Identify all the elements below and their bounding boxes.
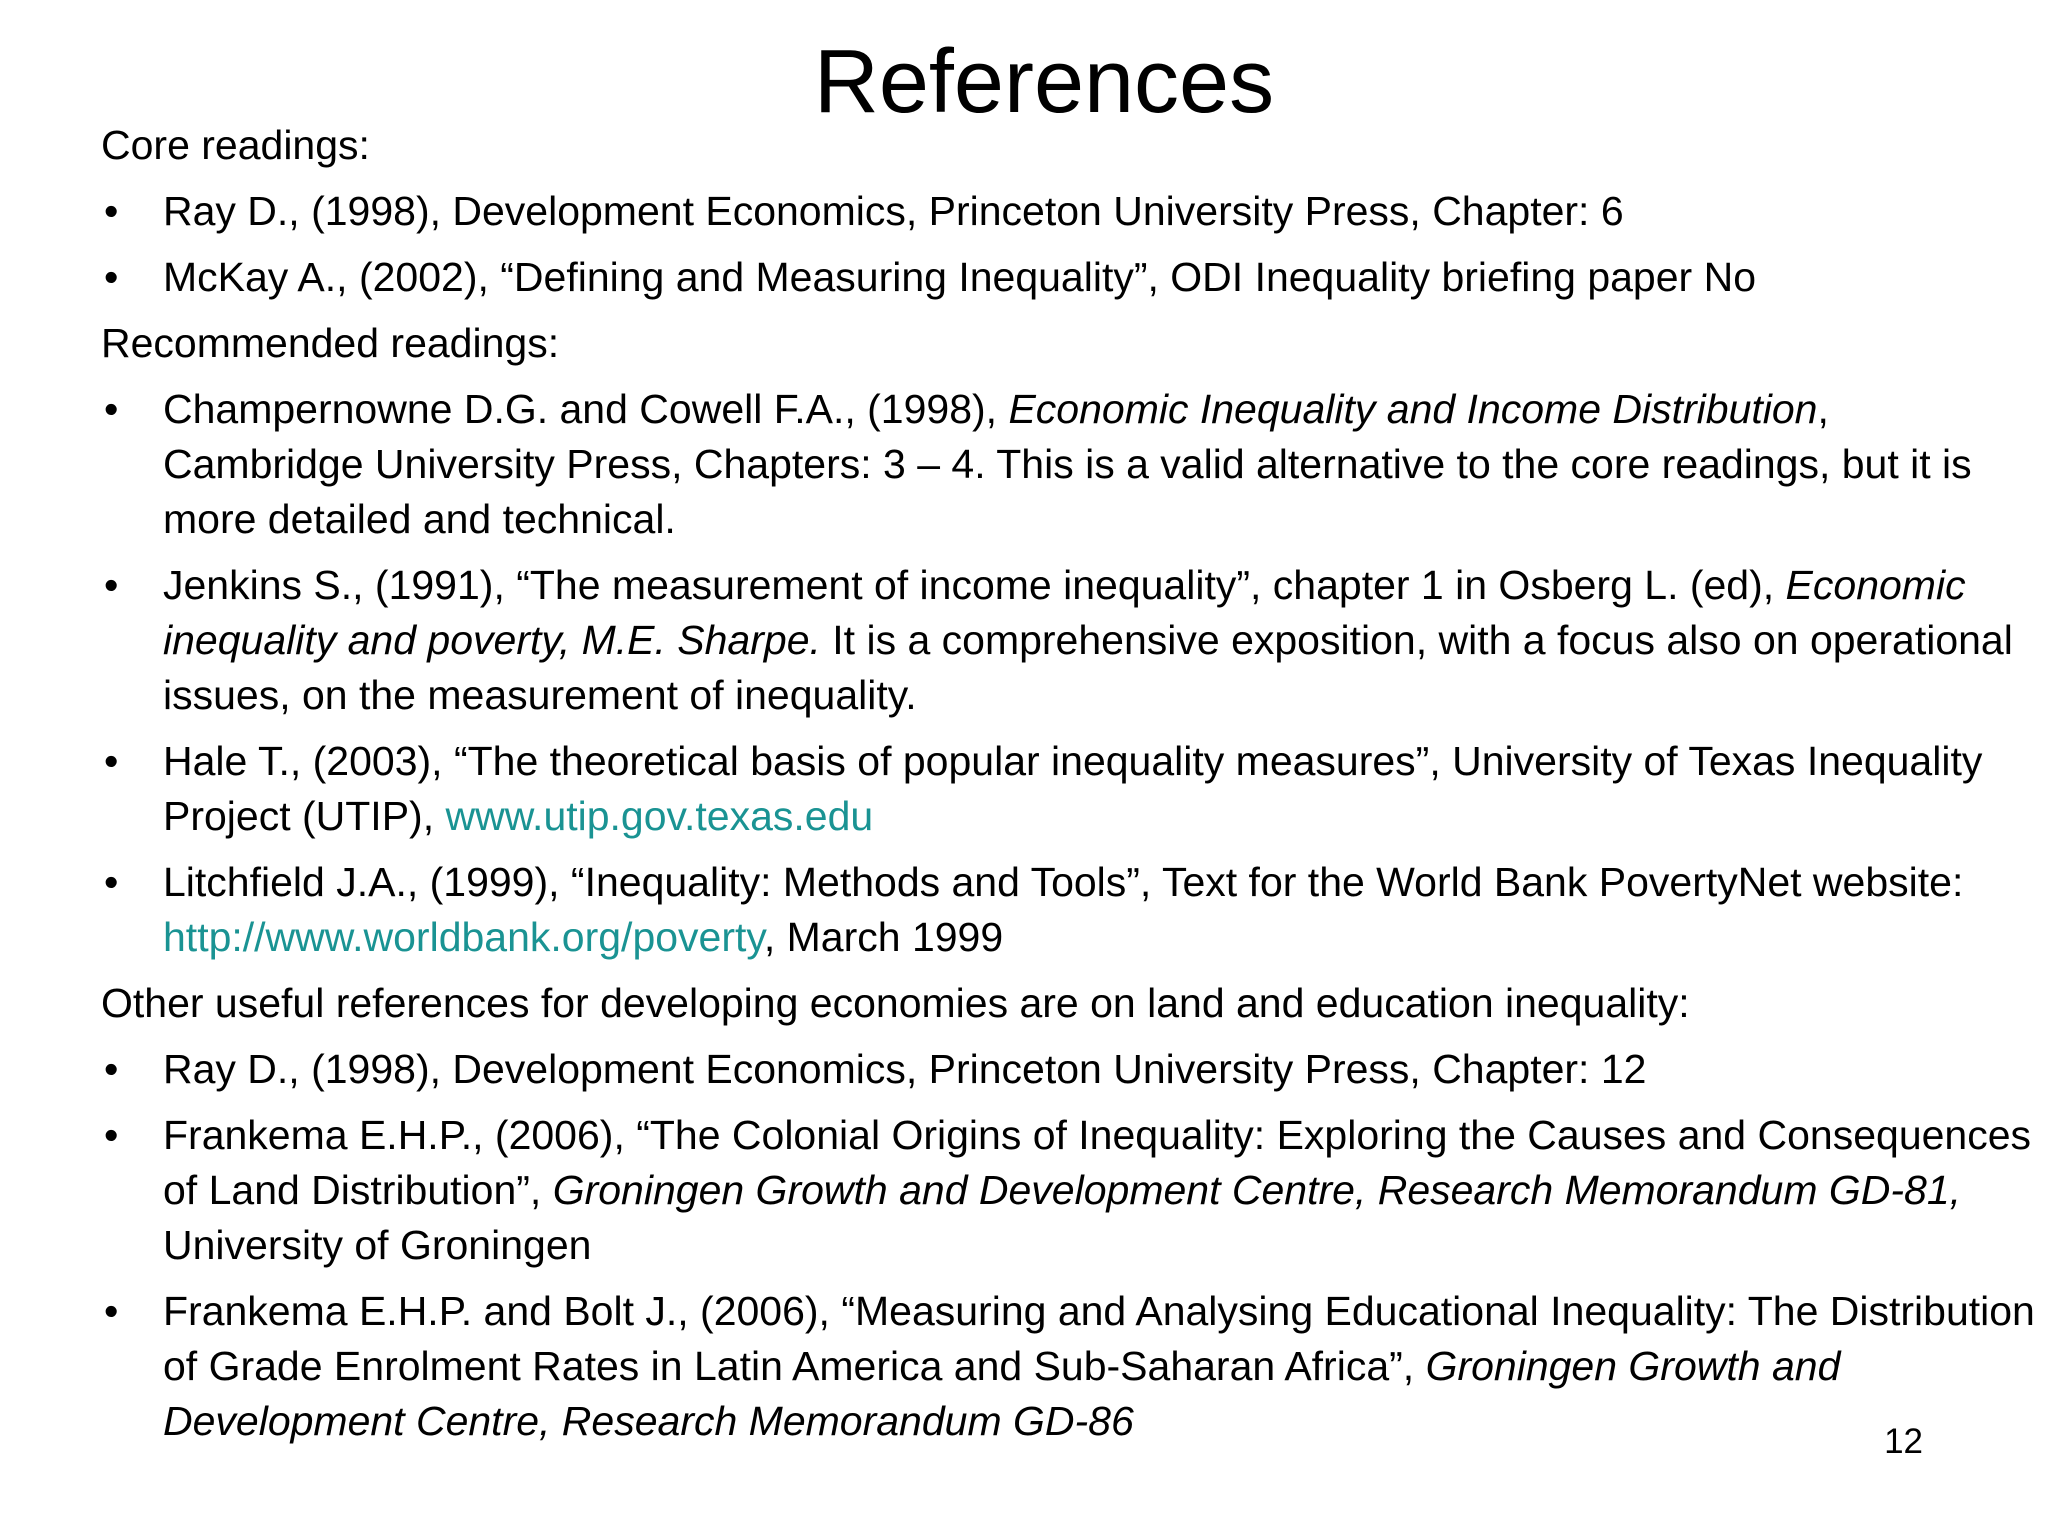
list-item: • Champernowne D.G. and Cowell F.A., (1998), Economic Inequality and Income Distribution, Cambridge University Press, Chapters: 3 – 4. This is a valid alternative to the core readings, but it is more detailed and technical. bbox=[101, 382, 2036, 547]
other-references-list bbox=[101, 1042, 2036, 1449]
list-item: • Ray D., (1998), Development Economics, Princeton University Press, Chapter: 6 bbox=[101, 184, 2036, 239]
bullet-icon: • bbox=[104, 1112, 119, 1158]
other-references-heading: Other useful references for developing economies are on land and education inequality: bbox=[101, 980, 1690, 1026]
page-title: References bbox=[813, 32, 1275, 132]
bullet-icon: • bbox=[104, 386, 119, 432]
page-number: 12 bbox=[1884, 1422, 1923, 1461]
publication-title: Groningen Growth and Development Centre, Research Memorandum GD-81, bbox=[552, 1167, 1962, 1213]
bullet-icon: • bbox=[104, 859, 119, 905]
bullet-icon: • bbox=[104, 738, 119, 784]
list-item: • Ray D., (1998), Development Economics, Princeton University Press, Chapter: 12 bbox=[101, 1042, 2036, 1097]
utip-link[interactable]: www.utip.gov.texas.edu bbox=[445, 793, 874, 839]
recommended-readings-list bbox=[101, 382, 2036, 965]
bullet-icon: • bbox=[104, 1288, 119, 1334]
core-readings-list bbox=[101, 184, 2036, 305]
worldbank-poverty-link[interactable]: http://www.worldbank.org/poverty bbox=[163, 914, 764, 960]
bullet-icon: • bbox=[104, 188, 119, 234]
bullet-icon: • bbox=[104, 562, 119, 608]
references-content bbox=[101, 118, 2036, 1460]
book-title: Economic inequality and poverty, M.E. Sharpe. bbox=[163, 562, 1966, 663]
list-item: • Hale T., (2003), “The theoretical basis of popular inequality measures”, University of Texas Inequality Project (UTIP), www.utip.gov.texas.edu bbox=[101, 734, 2036, 844]
bullet-icon: • bbox=[104, 254, 119, 300]
publication-title: Groningen Growth and Development Centre, Research Memorandum GD-86 bbox=[163, 1343, 1841, 1444]
list-item: • McKay A., (2002), “Defining and Measuring Inequality”, ODI Inequality briefing paper No bbox=[101, 250, 2036, 305]
book-title: Economic Inequality and Income Distribution bbox=[1008, 386, 1818, 432]
core-readings-heading: Core readings: bbox=[101, 122, 370, 168]
list-item: • Frankema E.H.P. and Bolt J., (2006), “Measuring and Analysing Educational Inequality: The Distribution of Grade Enrolment Rates in Latin America and Sub-Saharan Africa”, Groningen Growth and Development Centre, Research Memorandum GD-86 bbox=[101, 1284, 2036, 1449]
recommended-readings-heading: Recommended readings: bbox=[101, 320, 560, 366]
list-item: • Frankema E.H.P., (2006), “The Colonial Origins of Inequality: Exploring the Causes and Consequences of Land Distribution”, Groningen Growth and Development Centre, Research Memorandum GD-81, University of Groningen bbox=[101, 1108, 2036, 1273]
bullet-icon: • bbox=[104, 1046, 119, 1092]
list-item: • Jenkins S., (1991), “The measurement of income inequality”, chapter 1 in Osberg L. (ed), Economic inequality and poverty, M.E. Sharpe. It is a comprehensive exposition, with a focus also on operational issues, on the measurement of inequality. bbox=[101, 558, 2036, 723]
list-item: • Litchfield J.A., (1999), “Inequality: Methods and Tools”, Text for the World Bank PovertyNet website: http://www.worldbank.org/poverty, March 1999 bbox=[101, 855, 2036, 965]
